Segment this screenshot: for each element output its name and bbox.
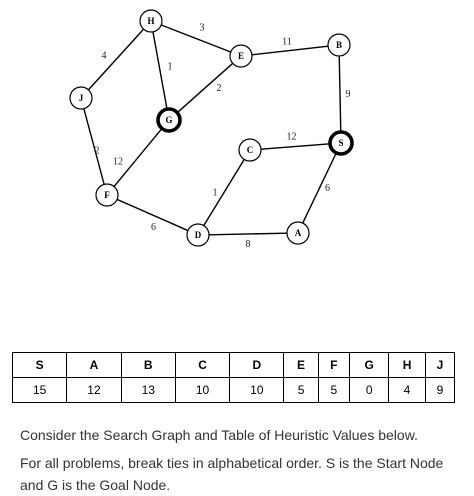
- edge-weight-H-G: 1: [167, 61, 173, 73]
- edge-weight-G-F: 12: [113, 156, 123, 168]
- edge-H-G: [153, 32, 167, 109]
- table-header-row: [13, 353, 455, 378]
- edge-weight-E-B: 11: [282, 36, 292, 48]
- edge-S-A: [303, 153, 337, 223]
- instructions-text: For all problems, break ties in alphabetical order. S is the Start Node and G is the Goal Node.: [20, 455, 444, 493]
- value-cell-h: 4: [389, 378, 426, 403]
- node-label-e: E: [237, 51, 245, 61]
- edge-B-S: [339, 56, 341, 132]
- node-h: [140, 10, 162, 32]
- node-label-g: G: [165, 115, 173, 125]
- value-cell-c: 10: [175, 378, 229, 403]
- node-b: [328, 34, 350, 56]
- value-cell-e: 5: [284, 378, 318, 403]
- header-cell-c: C: [175, 353, 229, 378]
- edge-H-E: [161, 22, 230, 52]
- table-row: [13, 378, 455, 403]
- header-cell-s: S: [13, 353, 67, 378]
- edge-weight-E-G: 2: [216, 83, 222, 94]
- edge-weight-F-D: 6: [151, 222, 156, 233]
- header-cell-g: G: [350, 353, 389, 378]
- edge-weight-B-S: 9: [345, 89, 351, 100]
- node-a: [287, 222, 309, 244]
- header-cell-h: H: [389, 353, 426, 378]
- node-f: [96, 184, 118, 206]
- header-cell-j: J: [425, 353, 454, 378]
- edge-weight-H-E: 3: [199, 22, 205, 34]
- edge-weight-S-A: 6: [325, 183, 330, 194]
- value-cell-d: 10: [230, 378, 284, 403]
- edge-weight-C-S: 12: [286, 131, 297, 143]
- header-cell-e: E: [284, 353, 318, 378]
- header-cell-a: A: [67, 353, 121, 378]
- node-label-f: F: [104, 190, 110, 200]
- value-cell-f: 5: [318, 378, 350, 403]
- node-label-a: A: [294, 228, 302, 238]
- edge-weight-J-H: 4: [101, 50, 107, 62]
- value-cell-a: 12: [67, 378, 121, 403]
- header-cell-d: D: [230, 353, 284, 378]
- node-d: [187, 224, 209, 246]
- edge-E-G: [177, 63, 233, 112]
- edge-E-B: [252, 46, 328, 55]
- intro-text: Consider the Search Graph and Table of Heuristic Values below.: [20, 427, 418, 443]
- header-cell-f: F: [318, 353, 350, 378]
- node-label-h: H: [147, 16, 155, 26]
- node-s: [330, 132, 352, 154]
- edge-weight-C-D: 1: [212, 187, 218, 199]
- node-label-c: C: [246, 145, 254, 155]
- node-j: [70, 87, 92, 109]
- header-cell-b: B: [121, 353, 175, 378]
- edge-weight-J-F: 2: [94, 145, 100, 157]
- value-cell-g: 0: [350, 378, 389, 403]
- edge-C-S: [261, 144, 330, 149]
- value-cell-s: 15: [13, 378, 67, 403]
- value-cell-b: 13: [121, 378, 175, 403]
- heuristic-table: [12, 352, 455, 403]
- node-e: [230, 45, 252, 67]
- edge-weight-D-A: 8: [245, 239, 251, 250]
- node-c: [239, 139, 261, 161]
- edge-D-A: [209, 233, 287, 235]
- node-label-d: D: [194, 230, 202, 240]
- edge-C-D: [204, 159, 245, 225]
- node-label-j: J: [78, 93, 84, 103]
- value-cell-j: 9: [425, 378, 454, 403]
- node-label-s: S: [338, 138, 344, 148]
- edge-J-H: [88, 29, 143, 90]
- node-g: [158, 109, 180, 131]
- node-label-b: B: [335, 40, 343, 50]
